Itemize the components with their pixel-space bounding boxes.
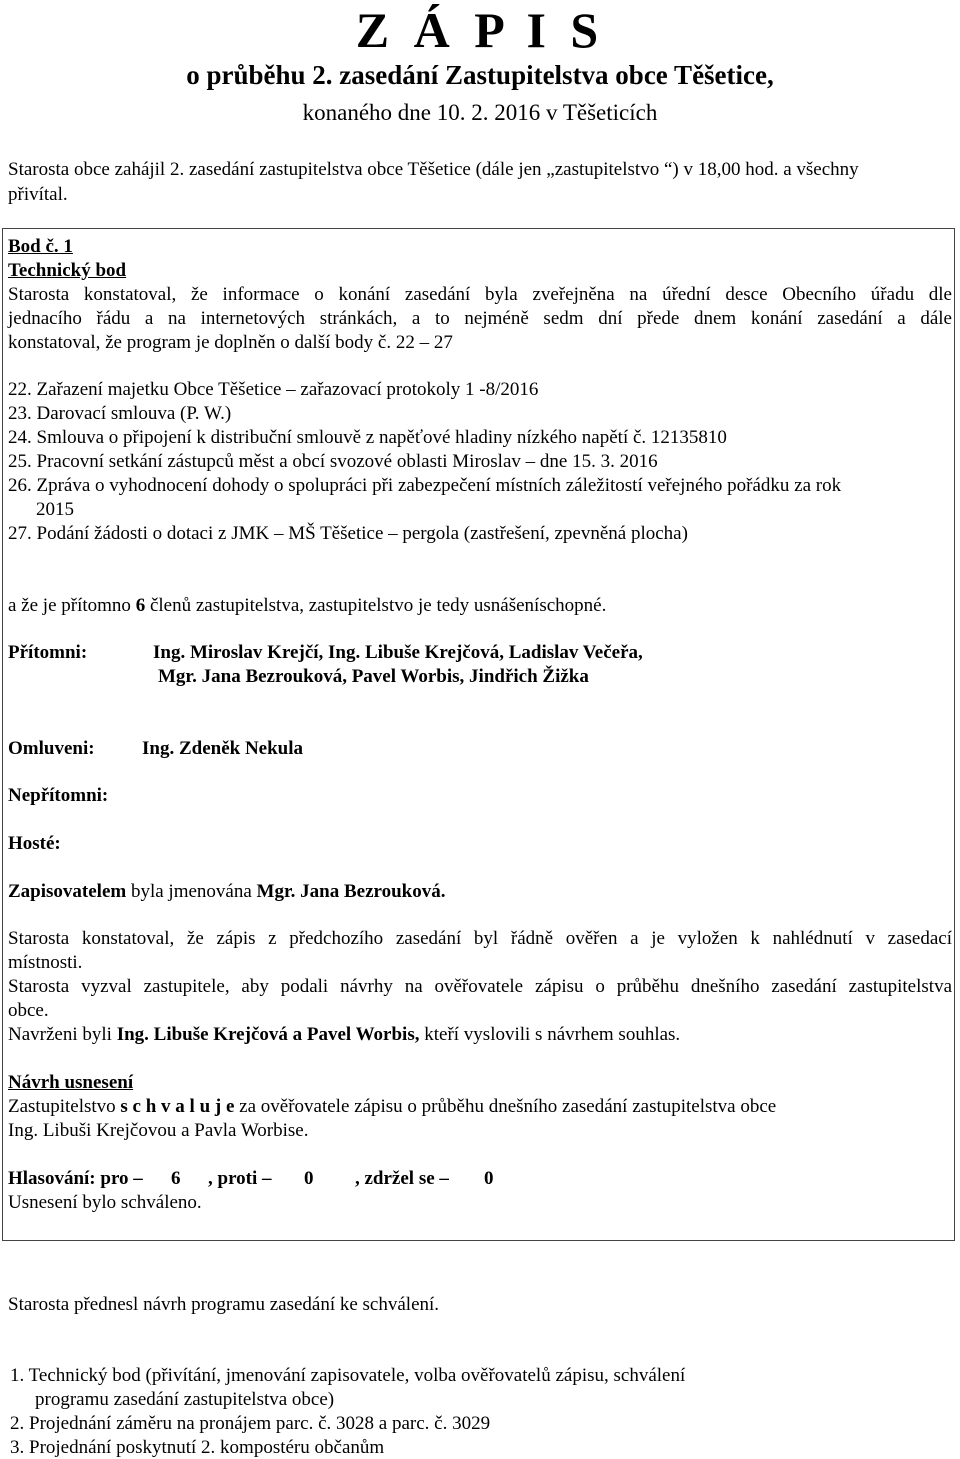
previous-minutes-line-1: Starosta konstatoval, že zápis z předchozího zasedání byl řádně ověřen a je vyložen k nahlédnutí v zasedací (8, 928, 952, 949)
quorum-post: členů zastupitelstva, zastupitelstvo je tedy usnášeníschopné. (145, 595, 607, 616)
document-title: Z Á P I S (355, 2, 605, 58)
vote-against-count: 0 (304, 1168, 314, 1189)
nominated-post: kteří vyslovili s návrhem souhlas. (419, 1024, 681, 1045)
intro-line-1: Starosta obce zahájil 2. zasedání zastupitelstva obce Těšetice (dále jen „zastupitelstvo “) v 18,00 hod. a všechny (8, 159, 859, 180)
announcement-line-3: konstatoval, že program je doplněn o další body č. 22 – 27 (8, 332, 453, 353)
quorum-statement (8, 594, 606, 617)
vote-abstain-label: , zdržel se – (355, 1168, 449, 1189)
recorder-label: Zapisovatelem (8, 881, 127, 902)
present-label: Přítomni: (8, 642, 88, 663)
proposal-heading: Návrh usnesení (8, 1072, 134, 1093)
resolution-line-1 (8, 1095, 776, 1118)
quorum-count: 6 (135, 595, 146, 616)
vote-against-label: , proti – (208, 1168, 272, 1189)
vote-for-count: 6 (171, 1168, 181, 1189)
added-item-26-cont: 2015 (36, 499, 74, 520)
nominated-pre: Navrženi byli (8, 1024, 117, 1045)
verifiers-call-line-1: Starosta vyzval zastupitele, aby podali návrhy na ověřovatele zápisu o průběhu dnešního zasedání zastupitelstva (8, 976, 952, 997)
bod-label: Bod č. 1 (8, 236, 73, 257)
excused-label: Omluveni: (8, 738, 95, 759)
added-item-22: 22. Zařazení majetku Obce Těšetice – zařazovací protokoly 1 -8/2016 (8, 379, 539, 400)
guests-label: Hosté: (8, 833, 61, 854)
vote-abstain-count: 0 (484, 1168, 494, 1189)
recorder-name: Mgr. Jana Bezrouková. (256, 881, 446, 902)
resolution-result: Usnesení bylo schváleno. (8, 1192, 202, 1213)
program-item-3: 3. Projednání poskytnutí 2. kompostéru občanům (10, 1437, 385, 1458)
added-item-24: 24. Smlouva o připojení k distribuční smlouvě z napěťové hladiny nízkého napětí č. 12135810 (8, 427, 727, 448)
quorum-pre: a že je přítomno (8, 595, 136, 616)
present-members-line-2: Mgr. Jana Bezrouková, Pavel Worbis, Jindřich Žižka (158, 666, 589, 687)
intro-line-2: přivítal. (8, 184, 68, 205)
bod-heading: Technický bod (8, 260, 127, 281)
resolution-verb: s c h v a l u j e (120, 1096, 235, 1117)
added-item-26: 26. Zpráva o vyhodnocení dohody o spolupráci při zabezpečení místních záležitostí veřejného pořádku za rok (8, 475, 842, 496)
program-item-2: 2. Projednání záměru na pronájem parc. č. 3028 a parc. č. 3029 (10, 1413, 491, 1434)
program-item-1: 1. Technický bod (přivítání, jmenování zapisovatele, volba ověřovatelů zápisu, schválení (10, 1365, 686, 1386)
resolution-pre: Zastupitelstvo (8, 1096, 121, 1117)
nominated-names: Ing. Libuše Krejčová a Pavel Worbis, (116, 1024, 420, 1045)
resolution-line-2: Ing. Libuši Krejčovou a Pavla Worbise. (8, 1120, 309, 1141)
recorder-mid: byla jmenována (126, 881, 257, 902)
program-intro: Starosta přednesl návrh programu zasedání ke schválení. (8, 1294, 440, 1315)
recorder-statement (8, 880, 446, 903)
resolution-post: za ověřovatele zápisu o průběhu dnešního zasedání zastupitelstva obce (234, 1096, 777, 1117)
announcement-line-2: jednacího řádu a na internetových stránkách, a to nejméně sedm dní přede dnem konání zasedání a dále (8, 308, 952, 329)
document-subtitle: o průběhu 2. zasedání Zastupitelstva obce Těšetice, (186, 60, 774, 90)
vote-for-label: Hlasování: pro – (8, 1168, 143, 1189)
excused-members: Ing. Zdeněk Nekula (142, 738, 304, 759)
previous-minutes-line-2: místnosti. (8, 952, 83, 973)
absent-label: Nepřítomni: (8, 785, 109, 806)
verifiers-call-line-2: obce. (8, 1000, 49, 1021)
announcement-line-1: Starosta konstatoval, že informace o konání zasedání byla zveřejněna na úřední desce Obecního úřadu dle (8, 284, 952, 305)
added-item-27: 27. Podání žádosti o dotaci z JMK – MŠ Těšetice – pergola (zastřešení, zpevněná plocha) (8, 523, 688, 544)
meeting-date-place: konaného dne 10. 2. 2016 v Těšeticích (302, 100, 658, 125)
present-members-line-1: Ing. Miroslav Krejčí, Ing. Libuše Krejčová, Ladislav Večeřa, (153, 642, 643, 663)
added-item-23: 23. Darovací smlouva (P. W.) (8, 403, 232, 424)
program-item-1-cont: programu zasedání zastupitelstva obce) (35, 1389, 335, 1410)
nominated-verifiers (8, 1023, 680, 1046)
added-item-25: 25. Pracovní setkání zástupců měst a obcí svozové oblasti Miroslav – dne 15. 3. 2016 (8, 451, 658, 472)
